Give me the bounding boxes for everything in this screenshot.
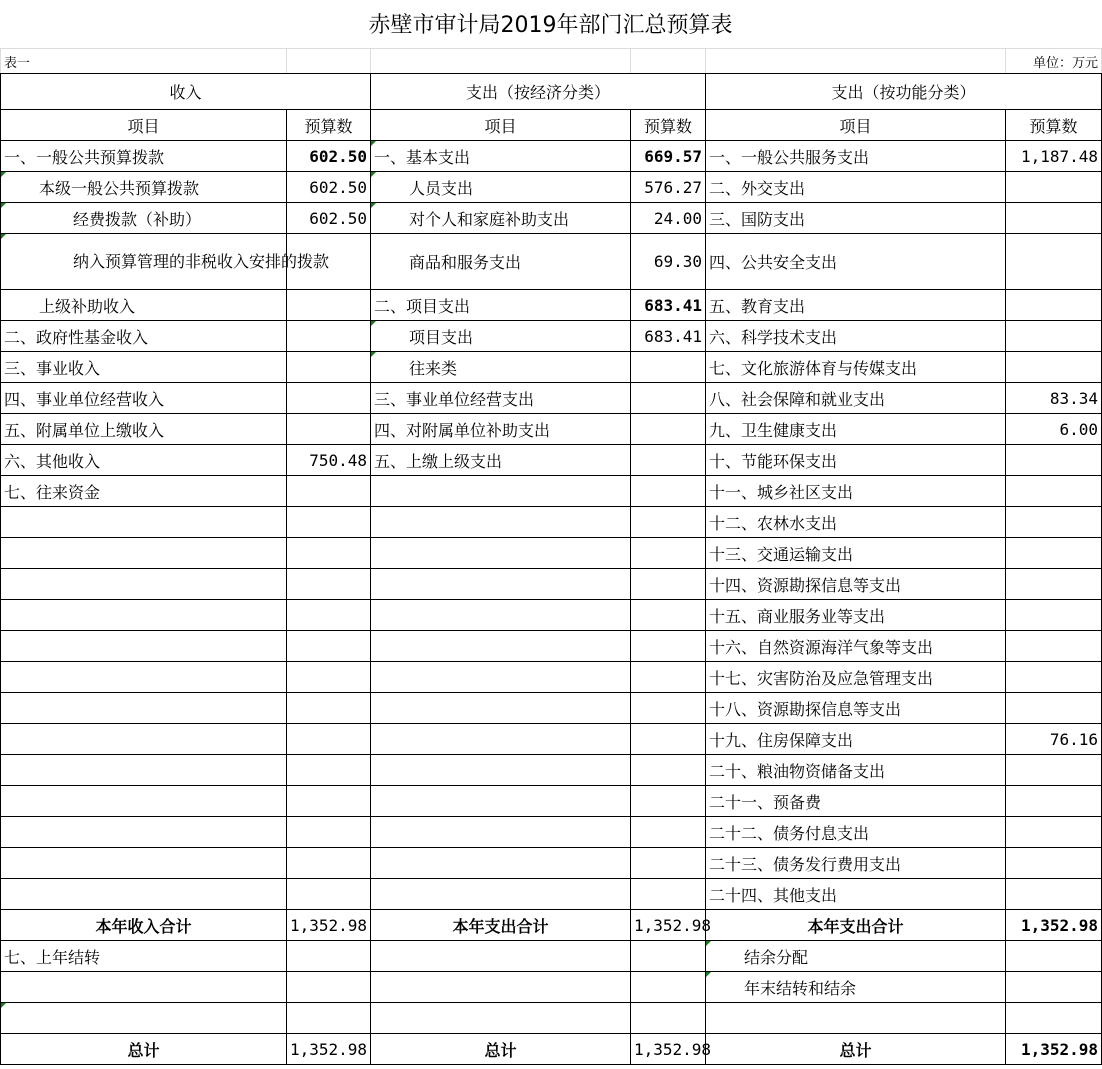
economic-amount bbox=[631, 383, 706, 414]
income-amount bbox=[287, 569, 371, 600]
economic-item bbox=[371, 662, 631, 693]
functional-amount bbox=[1006, 693, 1102, 724]
income-amount bbox=[287, 941, 371, 972]
total-row-functional-amount: 1,352.98 bbox=[1006, 1034, 1102, 1065]
economic-amount bbox=[631, 507, 706, 538]
blank-cell bbox=[706, 49, 1006, 74]
table-row bbox=[1, 352, 1102, 383]
functional-item: 结余分配 bbox=[706, 941, 1006, 972]
economic-amount bbox=[631, 755, 706, 786]
economic-item: 五、上缴上级支出 bbox=[371, 445, 631, 476]
section-expense-functional: 支出（按功能分类） bbox=[706, 74, 1102, 110]
economic-amount bbox=[631, 569, 706, 600]
table-row bbox=[1, 941, 1102, 972]
economic-amount bbox=[631, 538, 706, 569]
table-row bbox=[1, 786, 1102, 817]
income-amount: 602.50 bbox=[287, 203, 371, 234]
functional-amount bbox=[1006, 321, 1102, 352]
economic-item bbox=[371, 693, 631, 724]
economic-item bbox=[371, 569, 631, 600]
functional-item: 十四、资源勘探信息等支出 bbox=[706, 569, 1006, 600]
income-item bbox=[1, 972, 287, 1003]
income-item bbox=[1, 600, 287, 631]
table-row bbox=[1, 848, 1102, 879]
income-amount bbox=[287, 755, 371, 786]
economic-amount bbox=[631, 941, 706, 972]
income-amount bbox=[287, 538, 371, 569]
income-item: 本级一般公共预算拨款 bbox=[1, 172, 287, 203]
col-header-item: 项目 bbox=[1, 110, 287, 141]
income-item bbox=[1, 755, 287, 786]
table-row bbox=[1, 972, 1102, 1003]
total-row-income-label: 总计 bbox=[1, 1034, 287, 1065]
economic-amount bbox=[631, 724, 706, 755]
functional-item: 二十四、其他支出 bbox=[706, 879, 1006, 910]
economic-item: 三、事业单位经营支出 bbox=[371, 383, 631, 414]
income-item: 上级补助收入 bbox=[1, 290, 287, 321]
blank-cell bbox=[287, 49, 371, 74]
functional-amount bbox=[1006, 941, 1102, 972]
table-row bbox=[1, 290, 1102, 321]
blank-cell bbox=[371, 49, 631, 74]
table-number: 表一 bbox=[1, 49, 287, 74]
functional-item: 二、外交支出 bbox=[706, 172, 1006, 203]
functional-amount bbox=[1006, 817, 1102, 848]
income-item bbox=[1, 1003, 287, 1034]
functional-amount bbox=[1006, 507, 1102, 538]
income-item: 四、事业单位经营收入 bbox=[1, 383, 287, 414]
economic-item bbox=[371, 538, 631, 569]
income-item: 纳入预算管理的非税收入安排的拨款 bbox=[1, 234, 287, 290]
economic-item: 人员支出 bbox=[371, 172, 631, 203]
income-item: 五、附属单位上缴收入 bbox=[1, 414, 287, 445]
economic-amount bbox=[631, 352, 706, 383]
functional-item: 年末结转和结余 bbox=[706, 972, 1006, 1003]
economic-amount: 24.00 bbox=[631, 203, 706, 234]
table-row bbox=[1, 141, 1102, 172]
income-amount bbox=[287, 972, 371, 1003]
economic-amount bbox=[631, 848, 706, 879]
functional-item: 五、教育支出 bbox=[706, 290, 1006, 321]
subtotal-row-functional-amount: 1,352.98 bbox=[1006, 910, 1102, 941]
functional-amount: 6.00 bbox=[1006, 414, 1102, 445]
income-item bbox=[1, 507, 287, 538]
income-amount bbox=[287, 631, 371, 662]
income-amount: 602.50 bbox=[287, 172, 371, 203]
economic-amount: 576.27 bbox=[631, 172, 706, 203]
income-item: 一、一般公共预算拨款 bbox=[1, 141, 287, 172]
table-row bbox=[1, 631, 1102, 662]
functional-item: 十五、商业服务业等支出 bbox=[706, 600, 1006, 631]
total-row-economic-amount: 1,352.98 bbox=[631, 1034, 706, 1065]
table-row bbox=[1, 321, 1102, 352]
income-amount bbox=[287, 600, 371, 631]
table-row bbox=[1, 755, 1102, 786]
functional-item: 四、公共安全支出 bbox=[706, 234, 1006, 290]
economic-item bbox=[371, 817, 631, 848]
functional-item: 十三、交通运输支出 bbox=[706, 538, 1006, 569]
functional-amount bbox=[1006, 631, 1102, 662]
functional-item: 七、文化旅游体育与传媒支出 bbox=[706, 352, 1006, 383]
functional-amount bbox=[1006, 476, 1102, 507]
income-amount bbox=[287, 476, 371, 507]
functional-amount bbox=[1006, 234, 1102, 290]
functional-item: 二十、粮油物资储备支出 bbox=[706, 755, 1006, 786]
income-item bbox=[1, 817, 287, 848]
subtotal-row-income-amount: 1,352.98 bbox=[287, 910, 371, 941]
functional-amount bbox=[1006, 290, 1102, 321]
economic-amount: 683.41 bbox=[631, 321, 706, 352]
budget-table bbox=[0, 48, 1102, 1065]
col-header-amount: 预算数 bbox=[631, 110, 706, 141]
functional-item: 一、一般公共服务支出 bbox=[706, 141, 1006, 172]
income-item bbox=[1, 848, 287, 879]
total-row-income-amount: 1,352.98 bbox=[287, 1034, 371, 1065]
section-header-row bbox=[1, 74, 1102, 110]
economic-amount bbox=[631, 786, 706, 817]
col-header-item: 项目 bbox=[371, 110, 631, 141]
functional-amount bbox=[1006, 445, 1102, 476]
income-amount bbox=[287, 724, 371, 755]
economic-amount bbox=[631, 476, 706, 507]
income-item: 三、事业收入 bbox=[1, 352, 287, 383]
economic-item bbox=[371, 724, 631, 755]
functional-item: 十、节能环保支出 bbox=[706, 445, 1006, 476]
economic-item: 二、项目支出 bbox=[371, 290, 631, 321]
functional-amount bbox=[1006, 600, 1102, 631]
income-amount bbox=[287, 786, 371, 817]
economic-item: 一、基本支出 bbox=[371, 141, 631, 172]
economic-item bbox=[371, 600, 631, 631]
economic-amount: 669.57 bbox=[631, 141, 706, 172]
column-header-row bbox=[1, 110, 1102, 141]
income-amount bbox=[287, 290, 371, 321]
income-item bbox=[1, 631, 287, 662]
income-amount bbox=[287, 662, 371, 693]
table-row bbox=[1, 879, 1102, 910]
income-amount bbox=[287, 414, 371, 445]
functional-amount bbox=[1006, 848, 1102, 879]
table-row bbox=[1, 817, 1102, 848]
economic-amount bbox=[631, 879, 706, 910]
income-amount bbox=[287, 507, 371, 538]
economic-amount bbox=[631, 414, 706, 445]
economic-item bbox=[371, 941, 631, 972]
section-income: 收入 bbox=[1, 74, 371, 110]
income-amount: 602.50 bbox=[287, 141, 371, 172]
economic-amount bbox=[631, 445, 706, 476]
income-item bbox=[1, 693, 287, 724]
col-header-amount: 预算数 bbox=[1006, 110, 1102, 141]
income-amount bbox=[287, 879, 371, 910]
unit-label: 单位：万元 bbox=[1006, 49, 1102, 74]
economic-amount bbox=[631, 1003, 706, 1034]
table-row bbox=[1, 724, 1102, 755]
functional-amount bbox=[1006, 786, 1102, 817]
table-row bbox=[1, 414, 1102, 445]
table-row bbox=[1, 383, 1102, 414]
functional-item: 九、卫生健康支出 bbox=[706, 414, 1006, 445]
subtotal-row-income-label: 本年收入合计 bbox=[1, 910, 287, 941]
functional-amount bbox=[1006, 972, 1102, 1003]
functional-amount bbox=[1006, 879, 1102, 910]
income-amount bbox=[287, 1003, 371, 1034]
income-amount bbox=[287, 352, 371, 383]
economic-item bbox=[371, 476, 631, 507]
income-item bbox=[1, 538, 287, 569]
functional-amount bbox=[1006, 755, 1102, 786]
income-item: 六、其他收入 bbox=[1, 445, 287, 476]
income-amount bbox=[287, 817, 371, 848]
income-item bbox=[1, 569, 287, 600]
functional-item bbox=[706, 1003, 1006, 1034]
table-row bbox=[1, 507, 1102, 538]
economic-amount bbox=[631, 817, 706, 848]
table-row bbox=[1, 172, 1102, 203]
economic-item bbox=[371, 755, 631, 786]
economic-item bbox=[371, 972, 631, 1003]
subtotal-row-functional-label: 本年支出合计 bbox=[706, 910, 1006, 941]
income-amount: 750.48 bbox=[287, 445, 371, 476]
functional-amount: 76.16 bbox=[1006, 724, 1102, 755]
economic-item: 往来类 bbox=[371, 352, 631, 383]
income-amount bbox=[287, 383, 371, 414]
functional-amount bbox=[1006, 172, 1102, 203]
income-item: 七、上年结转 bbox=[1, 941, 287, 972]
functional-item: 十九、住房保障支出 bbox=[706, 724, 1006, 755]
functional-item: 二十二、债务付息支出 bbox=[706, 817, 1006, 848]
income-amount bbox=[287, 321, 371, 352]
economic-item bbox=[371, 631, 631, 662]
table-row bbox=[1, 662, 1102, 693]
table-row bbox=[1, 538, 1102, 569]
functional-item: 十八、资源勘探信息等支出 bbox=[706, 693, 1006, 724]
income-item: 二、政府性基金收入 bbox=[1, 321, 287, 352]
functional-amount bbox=[1006, 662, 1102, 693]
functional-item: 二十一、预备费 bbox=[706, 786, 1006, 817]
subtotal-row bbox=[1, 910, 1102, 941]
economic-item: 对个人和家庭补助支出 bbox=[371, 203, 631, 234]
table-row bbox=[1, 203, 1102, 234]
functional-item: 十六、自然资源海洋气象等支出 bbox=[706, 631, 1006, 662]
functional-item: 十一、城乡社区支出 bbox=[706, 476, 1006, 507]
economic-amount bbox=[631, 972, 706, 1003]
functional-item: 二十三、债务发行费用支出 bbox=[706, 848, 1006, 879]
col-header-item: 项目 bbox=[706, 110, 1006, 141]
economic-item: 项目支出 bbox=[371, 321, 631, 352]
total-row bbox=[1, 1034, 1102, 1065]
blank-cell bbox=[631, 49, 706, 74]
economic-item bbox=[371, 848, 631, 879]
economic-amount bbox=[631, 662, 706, 693]
income-item: 经费拨款（补助） bbox=[1, 203, 287, 234]
income-item bbox=[1, 786, 287, 817]
economic-item: 商品和服务支出 bbox=[371, 234, 631, 290]
economic-amount bbox=[631, 693, 706, 724]
table-row bbox=[1, 569, 1102, 600]
economic-item bbox=[371, 786, 631, 817]
functional-amount bbox=[1006, 352, 1102, 383]
table-row bbox=[1, 476, 1102, 507]
functional-amount bbox=[1006, 1003, 1102, 1034]
functional-amount bbox=[1006, 538, 1102, 569]
table-row bbox=[1, 693, 1102, 724]
income-amount bbox=[287, 693, 371, 724]
total-row-functional-label: 总计 bbox=[706, 1034, 1006, 1065]
economic-amount bbox=[631, 631, 706, 662]
economic-item bbox=[371, 507, 631, 538]
economic-item: 四、对附属单位补助支出 bbox=[371, 414, 631, 445]
functional-item: 八、社会保障和就业支出 bbox=[706, 383, 1006, 414]
functional-amount bbox=[1006, 203, 1102, 234]
economic-item bbox=[371, 1003, 631, 1034]
total-row-economic-label: 总计 bbox=[371, 1034, 631, 1065]
table-row bbox=[1, 1003, 1102, 1034]
col-header-amount: 预算数 bbox=[287, 110, 371, 141]
income-amount bbox=[287, 848, 371, 879]
functional-item: 六、科学技术支出 bbox=[706, 321, 1006, 352]
section-expense-economic: 支出（按经济分类） bbox=[371, 74, 706, 110]
table-row bbox=[1, 600, 1102, 631]
subtotal-row-economic-label: 本年支出合计 bbox=[371, 910, 631, 941]
table-row bbox=[1, 445, 1102, 476]
functional-amount: 83.34 bbox=[1006, 383, 1102, 414]
income-item bbox=[1, 724, 287, 755]
income-item bbox=[1, 879, 287, 910]
subtotal-row-economic-amount: 1,352.98 bbox=[631, 910, 706, 941]
functional-item: 十二、农林水支出 bbox=[706, 507, 1006, 538]
functional-item: 十七、灾害防治及应急管理支出 bbox=[706, 662, 1006, 693]
functional-amount bbox=[1006, 569, 1102, 600]
functional-amount: 1,187.48 bbox=[1006, 141, 1102, 172]
economic-item bbox=[371, 879, 631, 910]
economic-amount: 69.30 bbox=[631, 234, 706, 290]
meta-row bbox=[1, 49, 1102, 74]
table-row bbox=[1, 234, 1102, 290]
income-item: 七、往来资金 bbox=[1, 476, 287, 507]
economic-amount bbox=[631, 600, 706, 631]
economic-amount: 683.41 bbox=[631, 290, 706, 321]
income-item bbox=[1, 662, 287, 693]
functional-item: 三、国防支出 bbox=[706, 203, 1006, 234]
sheet-title: 赤壁市审计局2019年部门汇总预算表 bbox=[368, 13, 733, 38]
